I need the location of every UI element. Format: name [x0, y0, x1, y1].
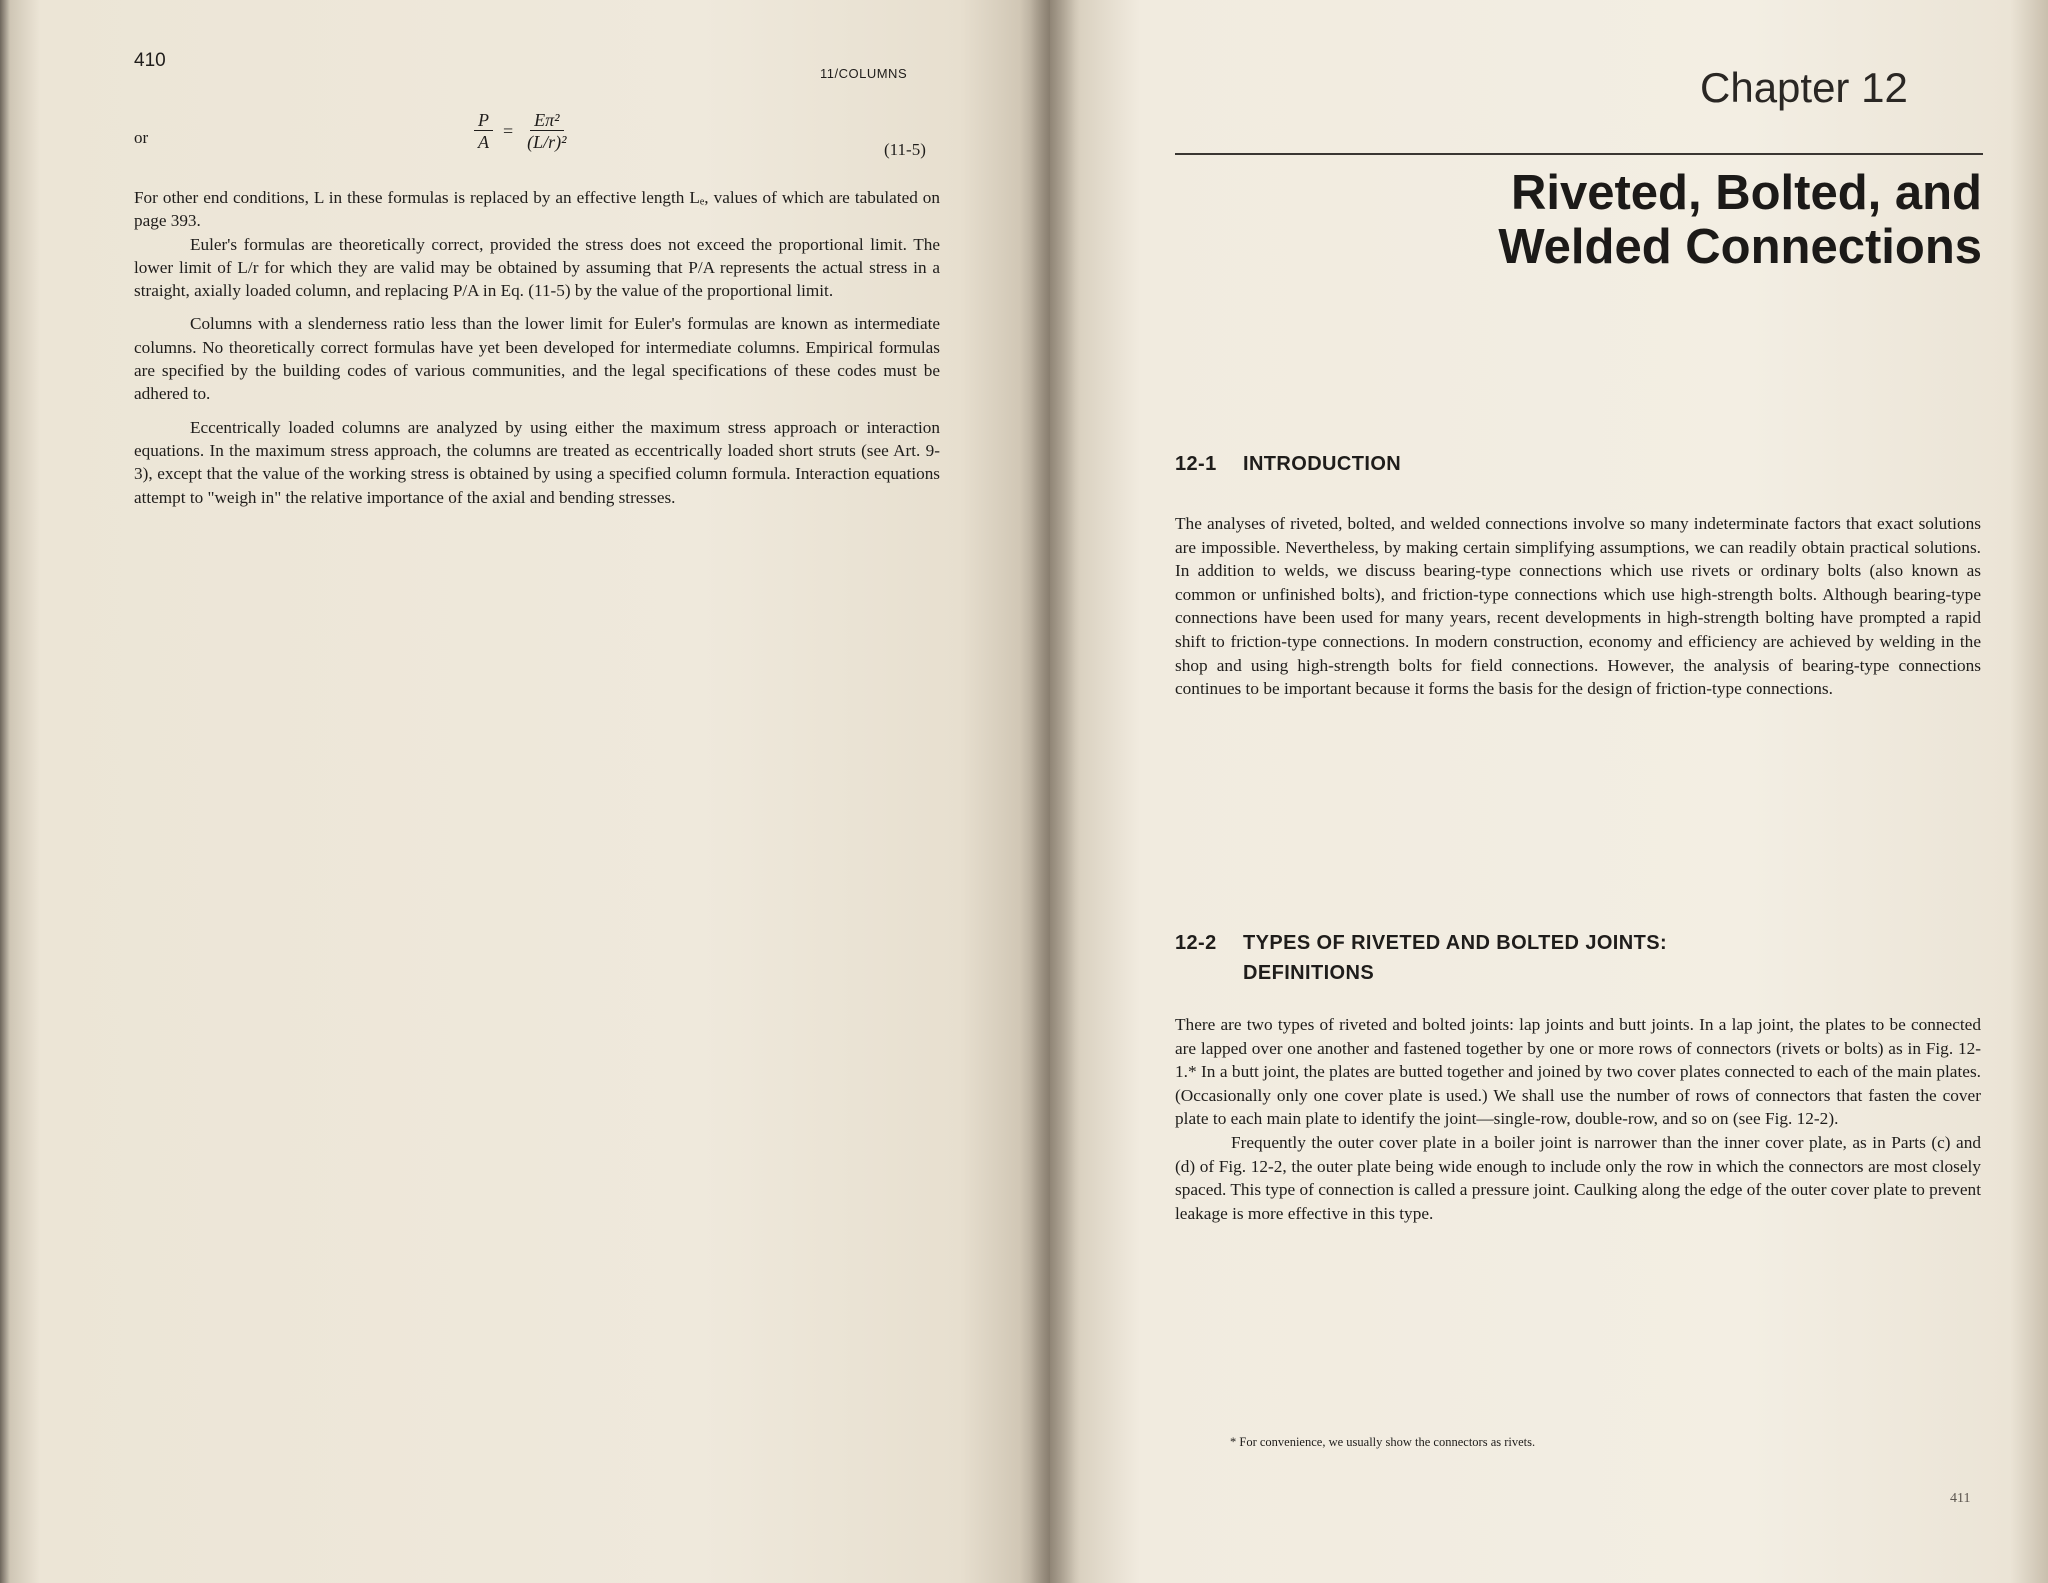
introduction-body	[1175, 512, 1981, 701]
chapter-label: Chapter 12	[1700, 64, 1908, 111]
section-title: INTRODUCTION	[1243, 453, 1402, 475]
left-page-number: 410	[134, 50, 166, 71]
chapter-divider	[1175, 153, 1983, 155]
equation-lhs-denominator: A	[478, 132, 489, 152]
paragraph: Eccentrically loaded columns are analyzed by using either the maximum stress approach or interaction equations. In the maximum stress approach, the columns are treated as eccentrically loaded short struts (see Art. 9-3), except that the value of the working stress is obtained by using a specified column formula. Interaction equations attempt to "weigh in" the relative importance of the axial and bending stresses.	[134, 417, 940, 507]
section-heading-introduction	[1175, 453, 1401, 476]
section-title: TYPES OF RIVETED AND BOLTED JOINTS:	[1243, 932, 1668, 954]
paragraph: Columns with a slenderness ratio less than the lower limit for Euler's formulas are known as intermediate columns. No theoretically correct formulas have yet been developed for intermediate columns. Empirical formulas are specified by the building codes of various communities, and the legal specifications of these codes must be adhered to.	[134, 314, 940, 404]
equation-or-word: or	[134, 128, 149, 147]
section-heading-joint-types	[1175, 928, 1667, 988]
equation-lhs-numerator: P	[474, 110, 493, 131]
equation-number: (11-5)	[884, 140, 926, 159]
equation-lhs	[474, 110, 493, 153]
chapter-title-line: Welded Connections	[1498, 220, 1982, 274]
paragraph: For other end conditions, L in these formulas is replaced by an effective length Lₑ, values of which are tabulated on page 393.	[134, 188, 940, 231]
section-title-continued: DEFINITIONS	[1243, 962, 1375, 984]
joint-types-body	[1175, 1013, 1981, 1225]
chapter-title	[1380, 166, 1982, 274]
equation-rhs	[523, 110, 570, 153]
paragraph: There are two types of riveted and bolted joints: lap joints and butt joints. In a lap joint, the plates to be connected are lapped over one another and fastened together by one or more rows of connectors (rivets or bolts) as in Fig. 12-1.* In a butt joint, the plates are butted together and joined by two cover plates connected to each of the main plates. (Occasionally only one cover plate is used.) We shall use the number of rows of connectors that fasten the cover plate to each main plate to identify the joint—single-row, double-row, and so on (see Fig. 12-2).	[1175, 1015, 1981, 1129]
section-number: 12-2	[1175, 932, 1217, 954]
paragraph: The analyses of riveted, bolted, and welded connections involve so many indeterminate factors that exact solutions are impossible. Nevertheless, by making certain simplifying assumptions, we can readily obtain practical solutions. In addition to welds, we discuss bearing-type connections which use rivets or ordinary bolts (also known as common or unfinished bolts), and friction-type connections which use high-strength bolts. Although bearing-type connections have been used for many years, recent developments in high-strength bolting have prompted a rapid shift to friction-type connections. In modern construction, economy and efficiency are achieved by welding in the shop and using high-strength bolts for field connections. However, the analysis of bearing-type connections continues to be important because it forms the basis for the design of friction-type connections.	[1175, 514, 1981, 699]
equation-rhs-denominator: (L/r)²	[527, 132, 567, 152]
paragraph: Euler's formulas are theoretically correct, provided the stress does not exceed the proportional limit. The lower limit of L/r for which they are valid may be obtained by assuming that P/A represents the actual stress in a straight, axially loaded column, and replacing P/A in Eq. (11-5) by the value of the proportional limit.	[134, 234, 940, 301]
paragraph: Frequently the outer cover plate in a boiler joint is narrower than the inner cover plate, as in Parts (c) and (d) of Fig. 12-2, the outer plate being wide enough to include only the row in which the connectors are most closely spaced. This type of connection is called a pressure joint. Caulking along the edge of the outer cover plate to prevent leakage is more effective in this type.	[1175, 1132, 1981, 1223]
equation-rhs-numerator: Eπ²	[530, 110, 563, 131]
left-page-body	[134, 186, 940, 509]
book-gutter	[1020, 0, 1080, 1583]
chapter-title-line: Riveted, Bolted, and	[1510, 166, 1982, 220]
section-number: 12-1	[1175, 453, 1217, 475]
footnote: * For convenience, we usually show the connectors as rivets.	[1230, 1435, 1536, 1449]
euler-equation	[474, 110, 614, 153]
right-page-number: 411	[1950, 1491, 1971, 1506]
equation-equals-sign: =	[503, 121, 514, 141]
running-head: 11/COLUMNS	[820, 66, 908, 81]
